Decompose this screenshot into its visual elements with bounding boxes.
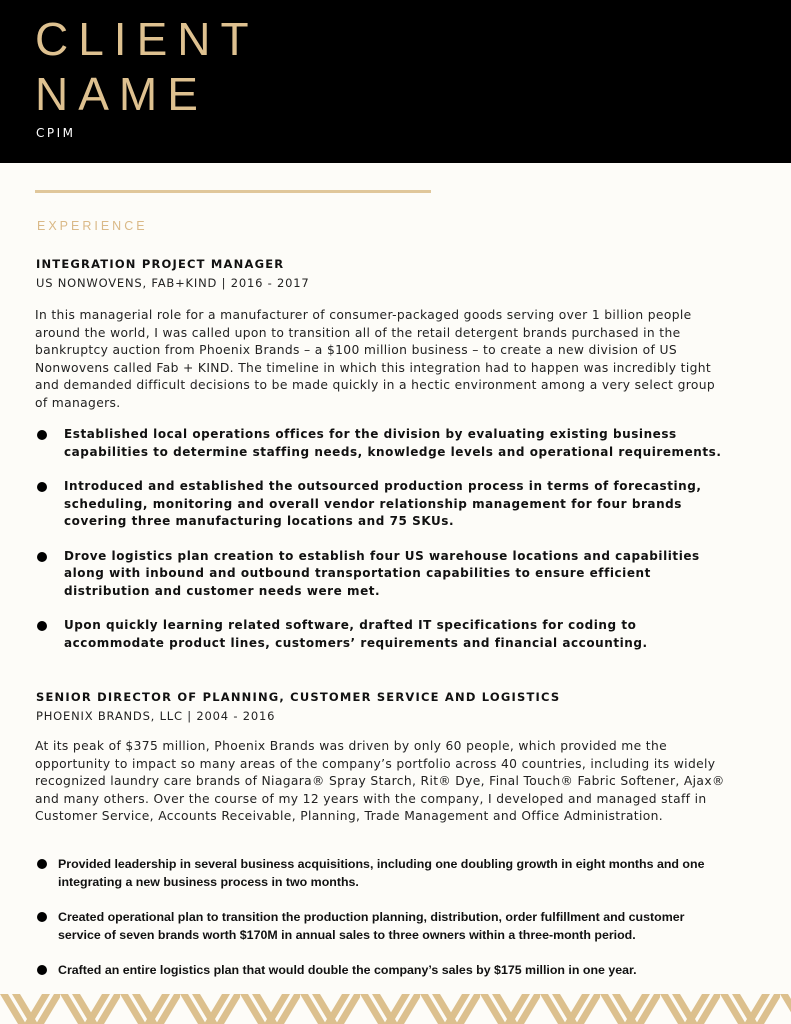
bullet-text: Upon quickly learning related software, drafted IT specifications for coding to accommodate product lines, customers’ requirements and financial accounting. <box>64 618 648 650</box>
bullet-dot-icon <box>37 859 47 869</box>
accent-divider <box>35 190 431 193</box>
list-item <box>35 426 725 461</box>
client-name <box>35 12 259 122</box>
name-line-2: NAME <box>35 68 208 120</box>
list-item <box>35 617 725 652</box>
bullet-text: Drove logistics plan creation to establish four US warehouse locations and capabilities along with inbound and outbound transportation capabilities to ensure efficient distribution and customer needs were met. <box>64 548 700 598</box>
list-item <box>35 908 725 944</box>
bullet-text: Provided leadership in several business acquisitions, including one doubling growth in eight months and one integrating a new business process in two months. <box>58 857 705 889</box>
section-title-experience: EXPERIENCE <box>37 219 148 233</box>
job-title: INTEGRATION PROJECT MANAGER <box>36 257 285 271</box>
job-meta: PHOENIX BRANDS, LLC | 2004 - 2016 <box>36 709 276 723</box>
bullet-text: Introduced and established the outsourced production process in terms of forecasting, scheduling, monitoring and overall vendor relationship management for four brands covering three manufacturing locations and 75 SKUs. <box>64 479 702 528</box>
list-item <box>35 548 725 601</box>
stripe-fill <box>0 994 791 1024</box>
bullet-dot-icon <box>37 965 47 975</box>
list-item <box>35 855 725 891</box>
job-summary: In this managerial role for a manufacturer of consumer-packaged goods serving over 1 billion people around the world, I was called upon to transition all of the retail detergent brands purchased in the bankruptcy auction from Phoenix Brands – a $100 million business – to create a new division of US Nonwovens called Fab + KIND. The timeline in which this integration had to happen was incredibly tight and demanded difficult decisions to be made quickly in a hectic environment among a very select group of managers. <box>35 308 716 410</box>
bullet-dot-icon <box>37 552 47 562</box>
bullet-dot-icon <box>37 621 47 631</box>
job-meta: US NONWOVENS, FAB+KIND | 2016 - 2017 <box>36 276 310 290</box>
decorative-stripe-pattern <box>0 994 791 1024</box>
list-item <box>35 961 725 979</box>
bullet-text: Crafted an entire logistics plan that would double the company’s sales by $175 million in one year. <box>58 963 637 977</box>
list-item <box>35 478 725 531</box>
credential: CPIM <box>36 126 76 140</box>
name-line-1: CLIENT <box>35 13 259 65</box>
bullet-dot-icon <box>37 430 47 440</box>
job-achievements <box>35 426 725 669</box>
bullet-text: Established local operations offices for the division by evaluating existing business capabilities to determine staffing needs, knowledge levels and operational requirements. <box>64 427 722 459</box>
job-summary: At its peak of $375 million, Phoenix Brands was driven by only 60 people, which provided me the opportunity to impact so many areas of the company’s portfolio across 40 countries, including its widely recognized laundry care brands of Niagara® Spray Starch, Rit® Dye, Final Touch® Fabric Softener, Ajax® and many others. Over the course of my 12 years with the company, I developed and managed staff in Customer Service, Accounts Receivable, Planning, Trade Management and Office Administration. <box>35 739 725 824</box>
bullet-dot-icon <box>37 912 47 922</box>
bullet-text: Created operational plan to transition the production planning, distribution, order fulfillment and customer service of seven brands worth $170M in annual sales to three owners within a three-month period. <box>58 910 685 942</box>
job-title: SENIOR DIRECTOR OF PLANNING, CUSTOMER SERVICE AND LOGISTICS <box>36 690 561 704</box>
header-banner <box>0 0 791 163</box>
bullet-dot-icon <box>37 482 47 492</box>
job-achievements <box>35 855 725 996</box>
